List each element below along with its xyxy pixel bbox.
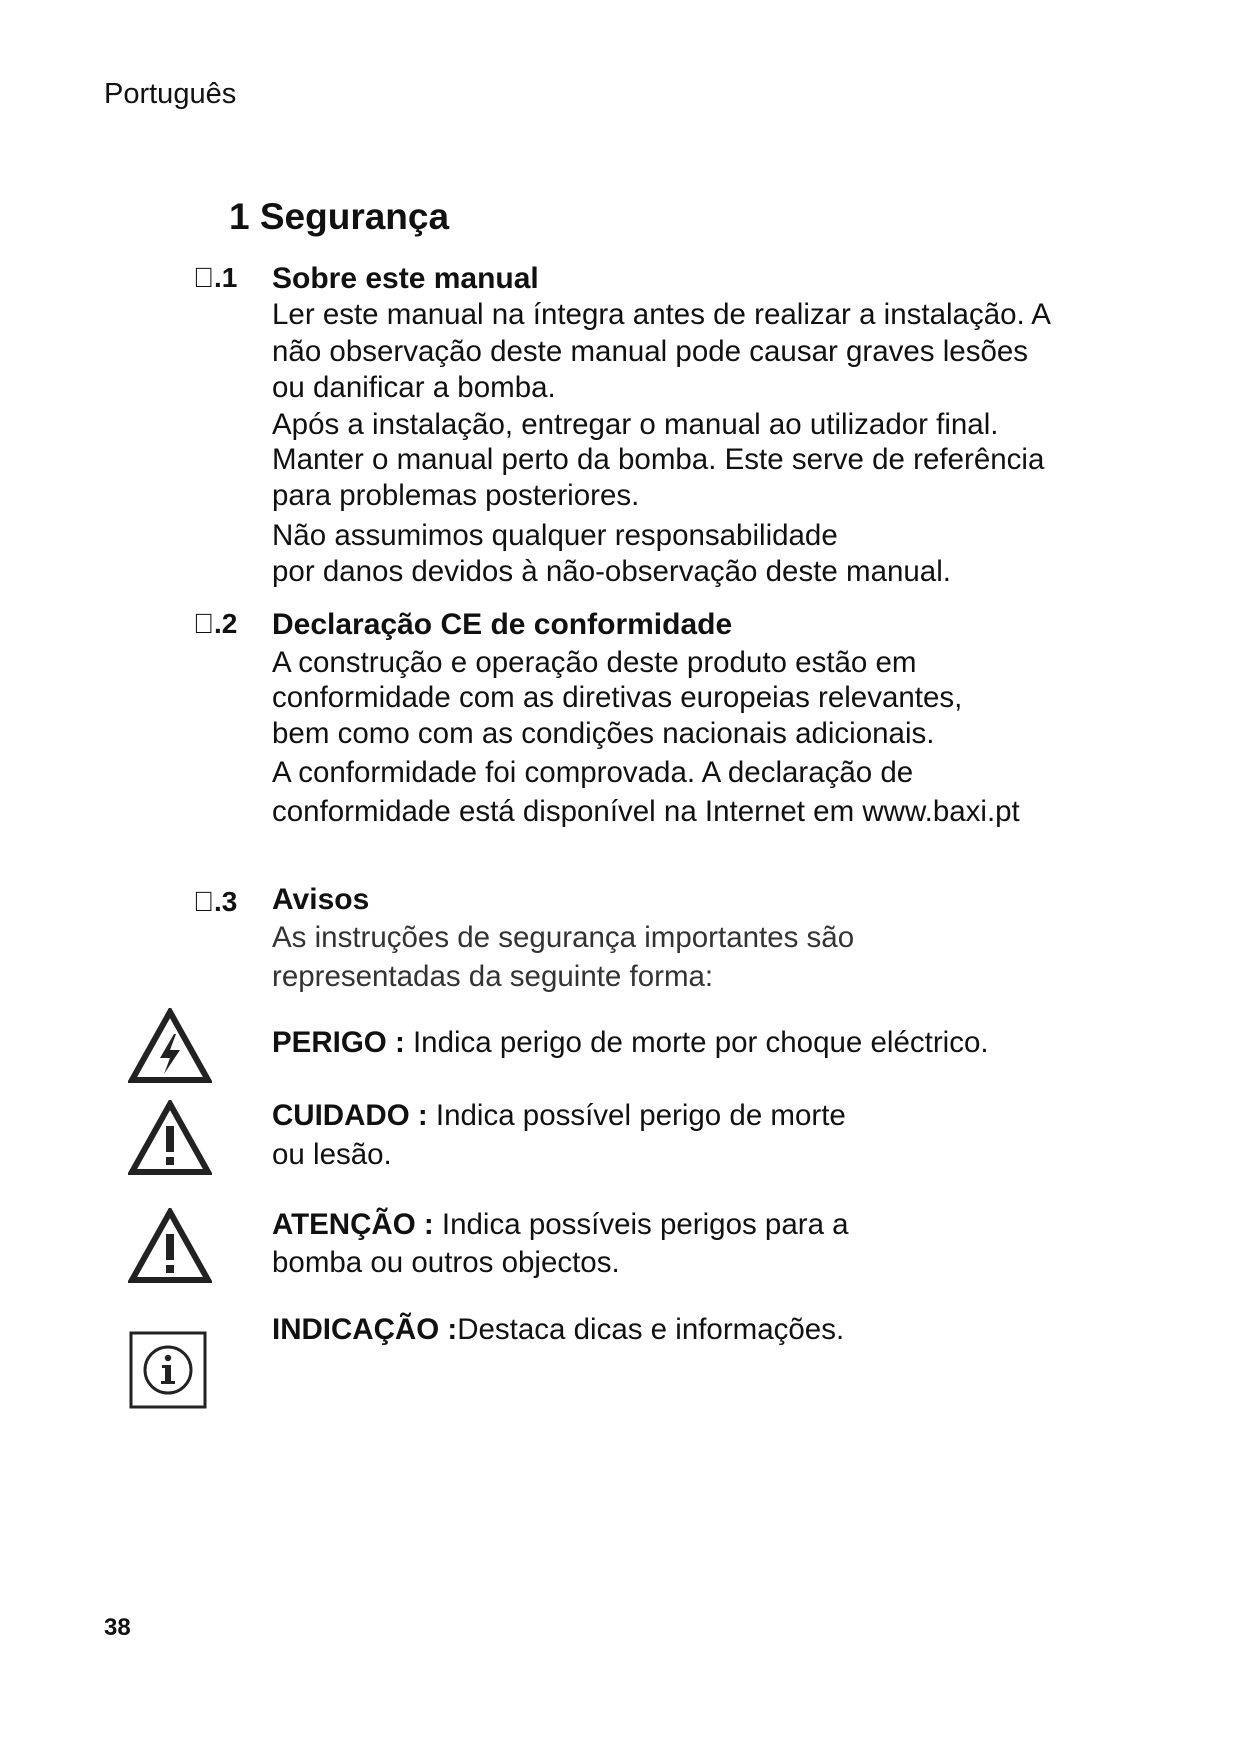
paragraph-line: Manter o manual perto da bomba. Este serve de referência [272,443,1045,476]
paragraph-line: ou danificar a bomba. [272,371,556,404]
paragraph-line: por danos devidos à não-observação deste manual. [272,555,951,588]
section-heading: Avisos [272,883,370,916]
paragraph-line: As instruções de segurança importantes são [272,921,855,954]
warning-continuation: ou lesão. [272,1138,392,1171]
exclamation-warning-icon [128,1100,212,1176]
warning-label: PERIGO : [272,1026,405,1059]
section-heading: Declaração CE de conformidade [272,608,733,641]
section-number:  .3 [193,886,238,917]
warning-text: Indica possíveis perigos para a [433,1208,849,1241]
warning-danger [272,1026,989,1060]
paragraph-line: Ler este manual na íntegra antes de realizar a instalação. A [272,298,1051,331]
paragraph-line: Após a instalação, entregar o manual ao utilizador final. [272,408,999,441]
page-number: 38 [104,1614,131,1641]
warning-attention [272,1208,849,1242]
warning-caution [272,1099,846,1133]
paragraph-line: não observação deste manual pode causar graves lesões [272,335,1029,368]
section-heading: Sobre este manual [272,262,539,295]
warning-text: Indica possível perigo de morte [427,1099,846,1132]
paragraph-line: conformidade com as diretivas europeias relevantes, [272,681,963,714]
warning-text: Destaca dicas e informações. [457,1313,845,1346]
warning-indication [272,1313,844,1347]
paragraph-line: conformidade está disponível na Internet em www.baxi.pt [272,795,1020,828]
paragraph-line: Não assumimos qualquer responsabilidade [272,519,838,552]
paragraph-line: representadas da seguinte forma: [272,960,714,993]
chapter-title: 1 Segurança [229,196,450,237]
section-number:  .1 [193,262,238,293]
paragraph-line: A construção e operação deste produto estão em [272,646,917,679]
section-number:  .2 [193,608,238,639]
warning-text: Indica perigo de morte por choque eléctrico. [404,1026,989,1059]
warning-continuation: bomba ou outros objectos. [272,1246,620,1279]
electric-shock-warning-icon [128,1008,212,1084]
warning-label: INDICAÇÃO : [272,1313,458,1346]
warning-label: CUIDADO : [272,1099,428,1132]
paragraph-line: bem como com as condições nacionais adicionais. [272,717,935,750]
paragraph-line: A conformidade foi comprovada. A declaração de [272,756,914,789]
paragraph-line: para problemas posteriores. [272,479,640,512]
exclamation-warning-icon [128,1208,212,1284]
warning-label: ATENÇÃO : [272,1208,434,1241]
language-label: Português [104,78,237,110]
info-icon [128,1330,208,1410]
